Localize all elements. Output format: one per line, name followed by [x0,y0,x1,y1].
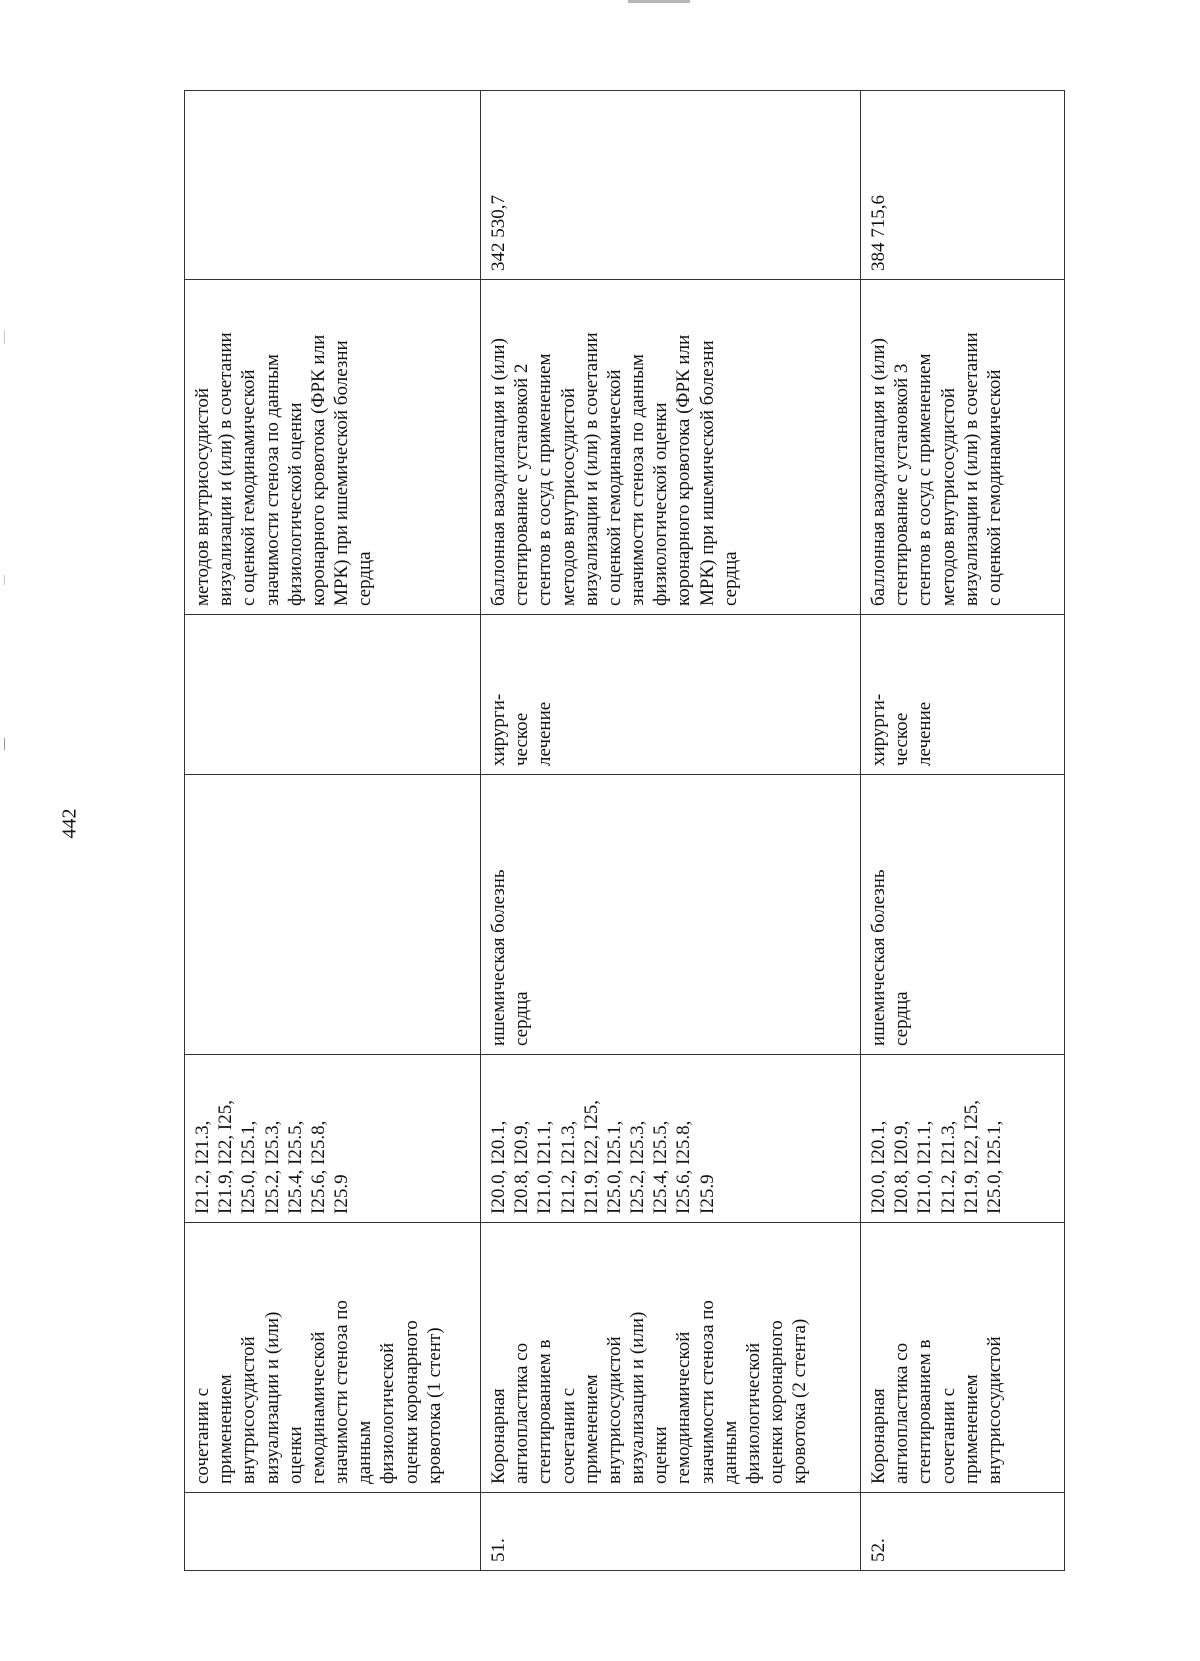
price-cell: 384 715,6 [861,91,1065,280]
treatment-type-cell: хирурги- ческое лечение [481,615,861,775]
price-cell: 342 530,7 [481,91,861,280]
disease-cell: ишемическая болезнь сердца [481,775,861,1055]
procedure-name-cell: Коронарная ангиопластика со стентированием в сочетании с применением внутрисосудистой визуализации и (или) оценки гемодинамической значимости стеноза по данным физиологической оценки коронарного кровотока (2 стента) [481,1223,861,1493]
price-cell [185,91,481,280]
medical-procedures-table [184,90,1065,1571]
procedure-name-cell: Коронарная ангиопластика со стентированием в сочетании с применением внутрисосудистой [861,1223,1065,1493]
row-number-cell: 51. [481,1493,861,1571]
scan-mark [628,0,690,3]
table-wrapper [184,91,1064,1571]
scan-mark [4,575,5,585]
table-row [481,91,861,1571]
table-row [185,91,481,1571]
procedure-name-cell: сочетании с применением внутрисосудистой визуализации и (или) оценки гемодинамической значимости стеноза по данным физиологической оценки коронарного кровотока (1 стент) [185,1223,481,1493]
table-row [861,91,1065,1571]
icd-codes-cell: I21.2, I21.3, I21.9, I22, I25, I25.0, I25.1, I25.2, I25.3, I25.4, I25.5, I25.6, I25.8, I25.9 [185,1055,481,1223]
method-cell: баллонная вазодилатация и (или) стентирование с установкой 2 стентов в сосуд с применением методов внутрисосудистой визуализации и (или) в сочетании с оценкой гемодинамической значимости стеноза по данным физиологической оценки коронарного кровотока (ФРК или МРК) при ишемической болезни сердца [481,280,861,615]
treatment-type-cell: хирурги- ческое лечение [861,615,1065,775]
disease-cell [185,775,481,1055]
page-number: 442 [58,808,81,839]
rotated-table-container [184,91,1064,1571]
scan-mark [4,330,5,344]
scan-mark [4,738,5,750]
icd-codes-cell: I20.0, I20.1, I20.8, I20.9, I21.0, I21.1, I21.2, I21.3, I21.9, I22, I25, I25.0, I25.1, [861,1055,1065,1223]
disease-cell: ишемическая болезнь сердца [861,775,1065,1055]
treatment-type-cell [185,615,481,775]
row-number-cell [185,1493,481,1571]
row-number-cell: 52. [861,1493,1065,1571]
method-cell: баллонная вазодилатация и (или) стентирование с установкой 3 стентов в сосуд с применением методов внутрисосудистой визуализации и (или) в сочетании с оценкой гемодинамической [861,280,1065,615]
icd-codes-cell: I20.0, I20.1, I20.8, I20.9, I21.0, I21.1, I21.2, I21.3, I21.9, I22, I25, I25.0, I25.1, I25.2, I25.3, I25.4, I25.5, I25.6, I25.8, I25.9 [481,1055,861,1223]
method-cell: методов внутрисосудистой визуализации и (или) в сочетании с оценкой гемодинамической значимости стеноза по данным физиологической оценки коронарного кровотока (ФРК или МРК) при ишемической болезни сердца [185,280,481,615]
